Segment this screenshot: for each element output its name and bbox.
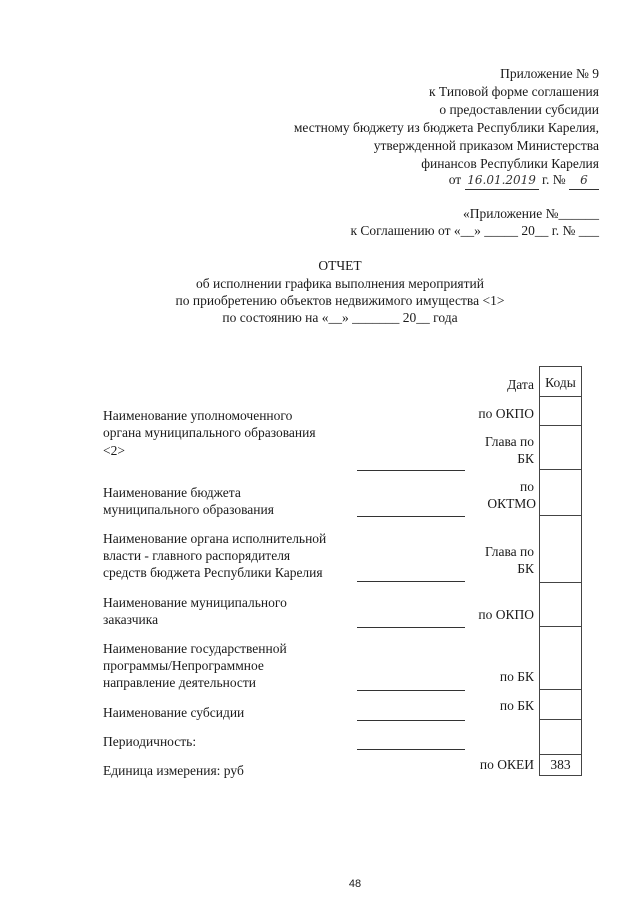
- label-customer-2: заказчика: [103, 612, 159, 627]
- fill-line-exec[interactable]: [357, 581, 465, 582]
- label-chapter-bk-1a: Глава по: [484, 434, 534, 449]
- codes-row-divider: [539, 469, 582, 470]
- label-okei: по ОКЕИ: [479, 757, 534, 772]
- label-okpo-1: по ОКПО: [478, 406, 534, 421]
- label-periodicity: Периодичность:: [103, 734, 197, 749]
- appendix-line-6: финансов Республики Карелия: [421, 156, 599, 171]
- codes-row-divider: [539, 719, 582, 720]
- appendix-line-1: Приложение № 9: [500, 66, 599, 81]
- codes-row-divider: [539, 754, 582, 755]
- report-title: ОТЧЕТ: [318, 258, 362, 273]
- label-org-2: органа муниципального образования: [103, 425, 316, 440]
- label-unit: Единица измерения: руб: [103, 763, 244, 778]
- codes-row-divider: [539, 396, 582, 397]
- date-suffix: г. №: [541, 172, 566, 187]
- label-oktmo-a: по: [520, 479, 534, 494]
- label-budget-1: Наименование бюджета: [103, 485, 241, 500]
- appendix-date-line: [449, 171, 599, 190]
- codes-column: [539, 366, 582, 776]
- fill-line-subsidy[interactable]: [357, 720, 465, 721]
- label-bk-1: по БК: [499, 669, 534, 684]
- handwritten-date: 16.01.2019: [465, 172, 539, 190]
- page-number: 48: [348, 878, 362, 890]
- label-chapter-bk-2a: Глава по: [484, 544, 534, 559]
- label-exec-3: средств бюджета Республики Карелия: [103, 565, 323, 580]
- codes-row-divider: [539, 425, 582, 426]
- agreement-appendix-line-1: «Приложение №______: [463, 206, 599, 221]
- label-bk-2: по БК: [499, 698, 534, 713]
- report-subtitle-1: об исполнении графика выполнения мероприятий: [195, 276, 484, 291]
- report-subtitle-2: по приобретению объектов недвижимого имущества <1>: [175, 293, 505, 308]
- fill-line-org[interactable]: [357, 470, 465, 471]
- label-oktmo-b: ОКТМО: [487, 496, 536, 511]
- appendix-line-3: о предоставлении субсидии: [439, 102, 599, 117]
- fill-line-customer[interactable]: [357, 627, 465, 628]
- label-customer-1: Наименование муниципального: [103, 595, 287, 610]
- label-exec-1: Наименование органа исполнительной: [103, 531, 327, 546]
- label-chapter-bk-2b: БК: [517, 561, 534, 576]
- fill-line-budget[interactable]: [357, 516, 465, 517]
- fill-line-program[interactable]: [357, 690, 465, 691]
- label-subsidy: Наименование субсидии: [103, 705, 245, 720]
- codes-row-divider: [539, 689, 582, 690]
- fill-line-periodicity[interactable]: [357, 749, 465, 750]
- date-prefix: от: [448, 172, 462, 187]
- agreement-appendix-line-2: к Соглашению от «__» _____ 20__ г. № ___: [350, 223, 599, 238]
- handwritten-number: 6: [569, 172, 599, 190]
- appendix-line-2: к Типовой форме соглашения: [429, 84, 599, 99]
- label-program-2: программы/Непрограммное: [103, 658, 264, 673]
- label-org-3: <2>: [103, 443, 125, 458]
- label-program-3: направление деятельности: [103, 675, 257, 690]
- label-okpo-2: по ОКПО: [478, 607, 534, 622]
- appendix-line-5: утвержденной приказом Министерства: [373, 138, 599, 153]
- label-program-1: Наименование государственной: [103, 641, 287, 656]
- codes-row-divider: [539, 626, 582, 627]
- codes-row-divider: [539, 582, 582, 583]
- codes-row-divider: [539, 515, 582, 516]
- codes-header: Коды: [545, 375, 576, 390]
- label-budget-2: муниципального образования: [103, 502, 274, 517]
- label-date: Дата: [507, 377, 534, 392]
- okei-code-value: 383: [550, 757, 571, 772]
- label-org-1: Наименование уполномоченного: [103, 408, 293, 423]
- label-chapter-bk-1b: БК: [517, 451, 534, 466]
- report-subtitle-3: по состоянию на «__» _______ 20__ года: [222, 310, 458, 325]
- appendix-line-4: местному бюджету из бюджета Республики Карелия,: [293, 120, 599, 135]
- label-exec-2: власти - главного распорядителя: [103, 548, 291, 563]
